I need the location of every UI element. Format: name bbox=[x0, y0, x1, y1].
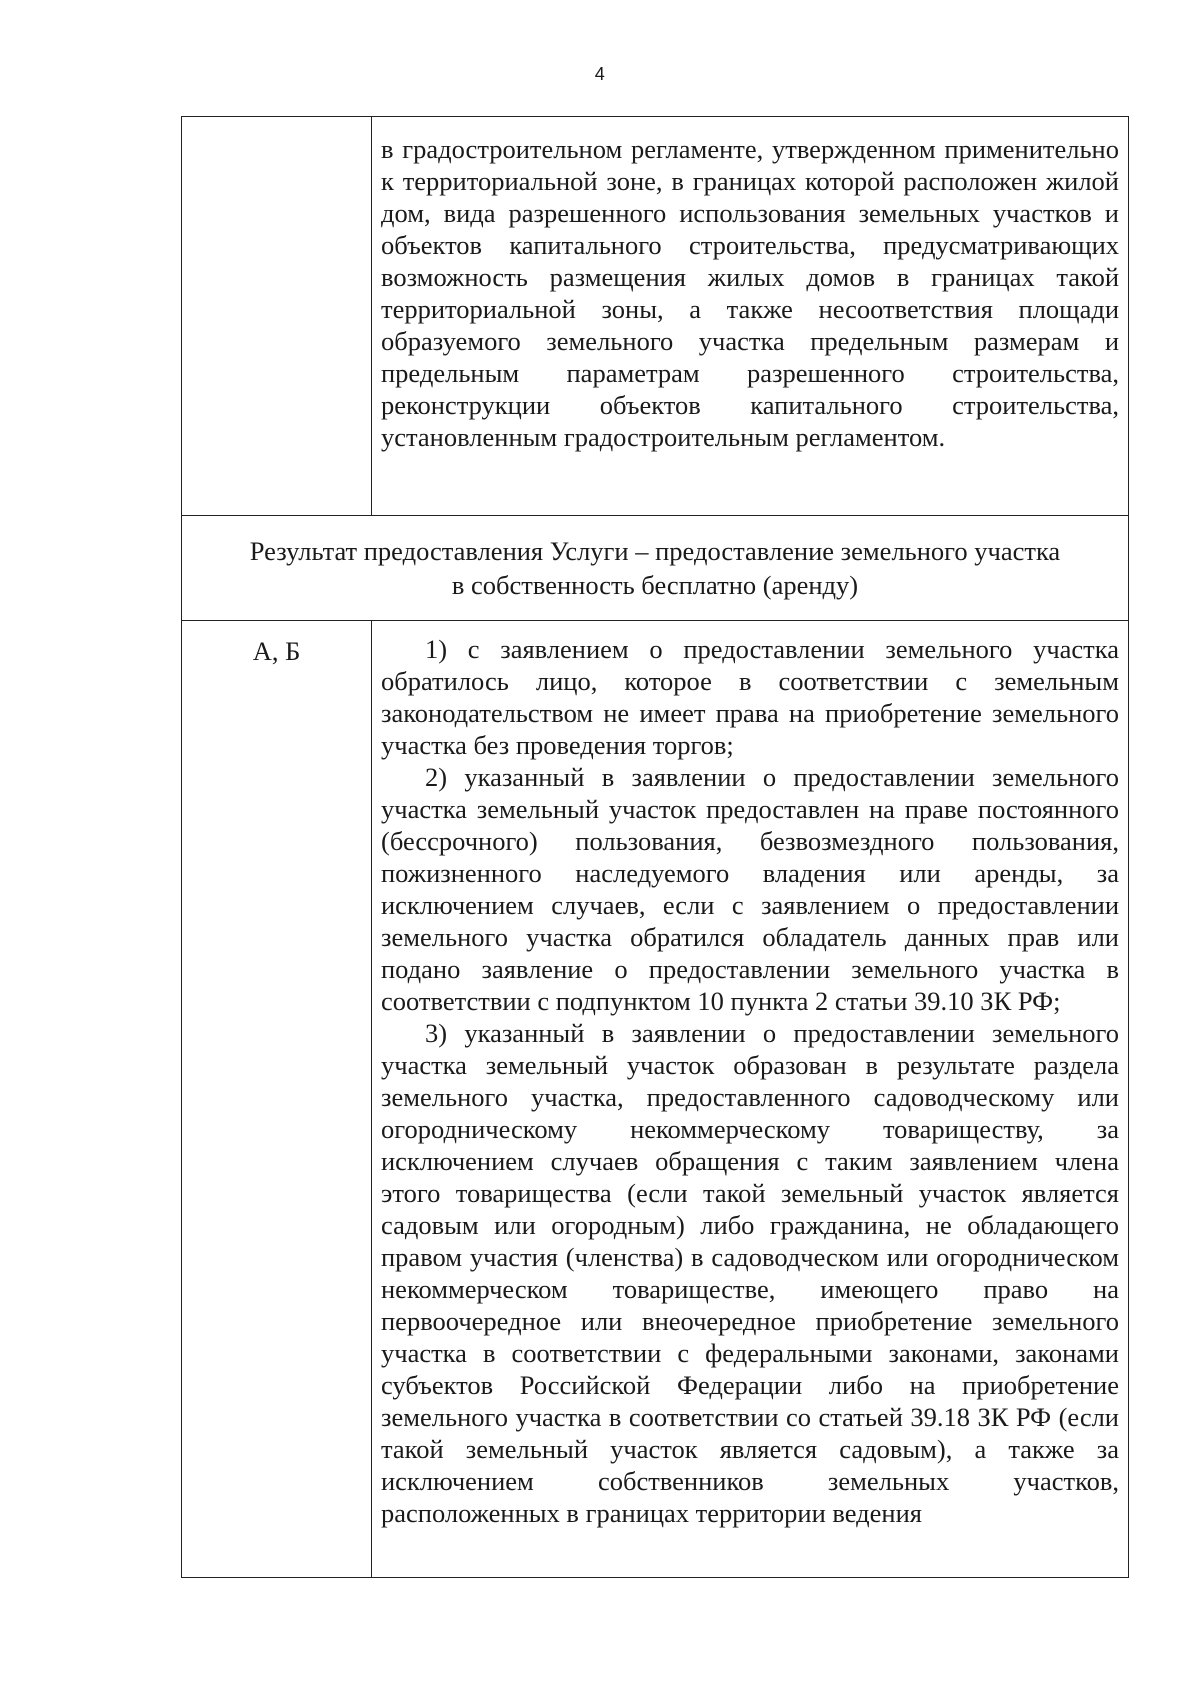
paragraph: в градостроительном регламенте, утвержденном применительно к территориальной зоне, в границах которой расположен жилой дом, вида разрешенного использования земельных участков и объектов капитального строительства, предусматривающих возможность размещения жилых домов в границах такой территориальной зоны, а также несоответствия площади образуемого земельного участка предельным размерам и предельным параметрам разрешенного строительства, реконструкции объектов капитального строительства, установленным градостроительным регламентом. bbox=[381, 134, 1119, 452]
section-header-row bbox=[182, 516, 1129, 621]
requirements-table bbox=[181, 116, 1129, 1578]
paragraph: 3) указанный в заявлении о предоставлении земельного участка земельный участок образован в результате раздела земельного участка, предоставленного садоводческому или огородническому некоммерческому товариществу, за исключением случаев обращения с таким заявлением члена этого товарищества (если такой земельный участок является садовым или огородным) либо гражданина, не обладающего правом участия (членства) в садоводческом или огородническом некоммерческом товариществе, имеющего право на первоочередное или внеочередное приобретение земельного участка в соответствии с федеральными законами, законами субъектов Российской Федерации либо на приобретение земельного участка в соответствии со статьей 39.18 ЗК РФ (если такой земельный участок является садовым), а также за исключением собственников земельных участков, расположенных в границах территории ведения bbox=[381, 1018, 1119, 1528]
category-cell bbox=[182, 117, 372, 516]
paragraph: 1) с заявлением о предоставлении земельного участка обратилось лицо, которое в соответствии с земельным законодательством не имеет права на приобретение земельного участка без проведения торгов; bbox=[381, 634, 1119, 760]
section-header-cell bbox=[182, 516, 1129, 621]
text-cell bbox=[372, 117, 1129, 516]
section-header-line: Результат предоставления Услуги – предоставление земельного участка bbox=[249, 536, 1061, 566]
cell-text bbox=[372, 621, 1128, 1577]
text-cell bbox=[372, 621, 1129, 1578]
page-number: 4 bbox=[594, 64, 606, 84]
category-cell bbox=[182, 621, 372, 1578]
table-row bbox=[182, 621, 1129, 1578]
category-label bbox=[182, 117, 371, 131]
table-row bbox=[182, 117, 1129, 516]
category-label: А, Б bbox=[252, 636, 301, 666]
paragraph: 2) указанный в заявлении о предоставлении земельного участка земельный участок предоставлен на праве постоянного (бессрочного) пользования, безвозмездного пользования, пожизненного наследуемого владения или аренды, за исключением случаев, если с заявлением о предоставлении земельного участка обратился обладатель данных прав или подано заявление о предоставлении земельного участка в соответствии с подпунктом 10 пункта 2 статьи 39.10 ЗК РФ; bbox=[381, 762, 1119, 1016]
section-header-line: в собственность бесплатно (аренду) bbox=[451, 570, 859, 600]
cell-text bbox=[372, 117, 1128, 515]
section-header bbox=[182, 516, 1128, 620]
